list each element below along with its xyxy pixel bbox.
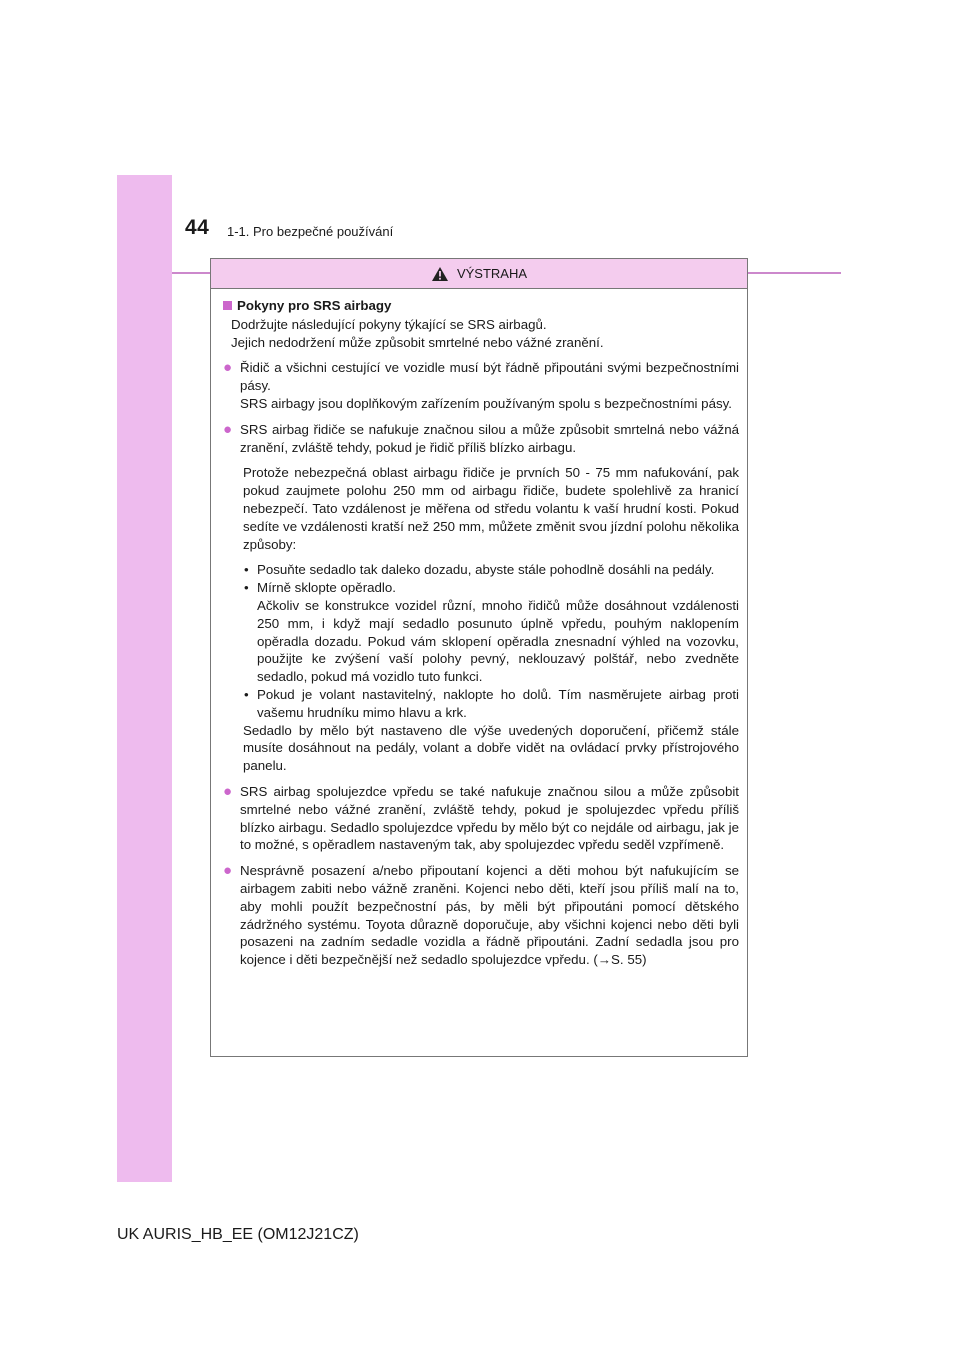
square-marker-icon xyxy=(223,301,232,310)
sub-item-text: Pokud je volant nastavitelný, naklopte ho dolů. Tím nasměrujete airbag proti vašemu hrudníku mimo hlavu a krk. xyxy=(257,686,739,720)
sub-item-text: Mírně sklopte opěradlo. xyxy=(257,580,396,596)
intro-line: Jejich nedodržení může způsobit smrtelné nebo vážné zranění. xyxy=(231,334,604,350)
section-title: 1-1. Pro bezpečné používání xyxy=(227,224,394,239)
bullet-item xyxy=(223,862,739,969)
bullet-dot-icon: ● xyxy=(223,359,233,377)
intro-line: Dodržujte následující pokyny týkající se SRS airbagů. xyxy=(231,316,547,332)
sub-item: • Posuňte sedadlo tak daleko dozadu, abyste stále pohodlně dosáhli na pedály. xyxy=(223,561,739,579)
page-number: 44 xyxy=(185,216,210,239)
footer-code: UK AURIS_HB_EE (OM12J21CZ) xyxy=(117,1226,359,1243)
sub-item-text: Posuňte sedadlo tak daleko dozadu, abyste stále pohodlně dosáhli na pedály. xyxy=(257,562,715,578)
sub-item-detail: Ačkoliv se konstrukce vozidel různí, mnoho řidičů může dosáhnout vzdálenosti 250 mm, i když mají sedadlo posunuto úplně vpředu, pouhým naklopením opěradla dozadu. Pokud vám sklopení opěradla znesnadní výhled na vozovku, použijte ke zvýšení vaší polohy pevný, neklouzavý polštář, nebo zvedněte sedadlo, pokud má vozidlo tuto funkci. xyxy=(257,597,739,685)
bullet-item xyxy=(223,421,739,457)
bullet-dot-icon: ● xyxy=(223,782,233,800)
bullet-text: Řidič a všichni cestující ve vozidle musí být řádně připoutáni svými bezpečnostními pásy. xyxy=(240,360,739,394)
paragraph xyxy=(223,464,739,553)
warning-header xyxy=(211,259,747,289)
section-heading xyxy=(223,297,739,315)
warning-body xyxy=(211,289,747,969)
bullet-text: Nesprávně posazení a/nebo připoutaní kojenci a děti mohou být nafukujícím se airbagem zabiti nebo vážně zraněni. Kojenci nebo děti, kteří jsou příliš malí na to, aby mohli použít bezpečnostní pás, by měli být připoutáni pomocí dětského zádržného systému. Toyota důrazně doporučuje, aby všichni kojenci nebo děti byli posazeni na zadním sedadle vozidla a řádně připoutáni. Zadní sedadla jsou pro kojence i děti bezpečnější než sedadlo spolujezdce vpředu. (→S. 55) xyxy=(240,863,739,968)
bullet-text: SRS airbagy jsou doplňkovým zařízením používaným spolu s bezpečnostními pásy. xyxy=(240,395,732,411)
paragraph-text: Protože nebezpečná oblast airbagu řidiče je prvních 50 - 75 mm nafukování, pak pokud zaujmete polohu 250 mm od airbagu řidiče, budete spolehlivě za hranicí nebezpečí. Tato vzdálenost je měřena od středu volantu k vaší hrudní kosti. Pokud sedíte ve vzdálenosti kratší než 250 mm, můžete změnit svou jízdní polohu několika způsoby: xyxy=(243,465,739,552)
bullet-item xyxy=(223,359,739,412)
warning-title: VÝSTRAHA xyxy=(456,266,528,281)
side-tab-band xyxy=(117,175,172,1182)
bullet-text: SRS airbag řidiče se nafukuje značnou silou a může způsobit smrtelná nebo vážná zranění, zvláště tehdy, pokud je řidič příliš blízko airbagu. xyxy=(240,421,739,455)
warning-box xyxy=(210,258,748,1057)
seat-note: Sedadlo by mělo být nastaveno dle výše uvedených doporučení, přičemž stále musíte dosáhnout na pedály, volant a dobře vidět na ovládací prvky přístrojového panelu. xyxy=(243,722,739,774)
bullet-dot-icon: ● xyxy=(223,420,233,438)
heading-text: Pokyny pro SRS airbagy xyxy=(237,298,392,313)
sub-item: • Pokud je volant nastavitelný, naklopte ho dolů. Tím nasměrujete airbag proti vašemu hrudníku mimo hlavu a krk. xyxy=(244,686,739,720)
bullet-item xyxy=(223,783,739,854)
warning-triangle-icon xyxy=(431,266,449,282)
bullet-dot-icon: ● xyxy=(223,862,233,880)
sub-item: • Mírně sklopte opěradlo. Ačkoliv se konstrukce vozidel různí, mnoho řidičů může dosáhnout vzdálenosti 250 mm, i když mají sedadlo posunuto úplně vpředu, pouhým naklopením opěradla dozadu. Pokud vám sklopení opěradla znesnadní výhled na vozovku, použijte ke zvýšení vaší polohy pevný, neklouzavý polštář, nebo zvedněte sedadlo, pokud má vozidlo tuto funkci. xyxy=(244,580,739,685)
bullet-text: SRS airbag spolujezdce vpředu se také nafukuje značnou silou a může způsobit smrtelné nebo vážné zranění, zvláště tehdy, pokud je spolujezdec vpředu příliš blízko airbagu. Sedadlo spolujezdce vpředu by mělo být co nejdále od airbagu, jak je to možné, s opěradlem nastaveným tak, aby spolujezdec vpředu seděl vzpřímeně. xyxy=(240,783,739,853)
